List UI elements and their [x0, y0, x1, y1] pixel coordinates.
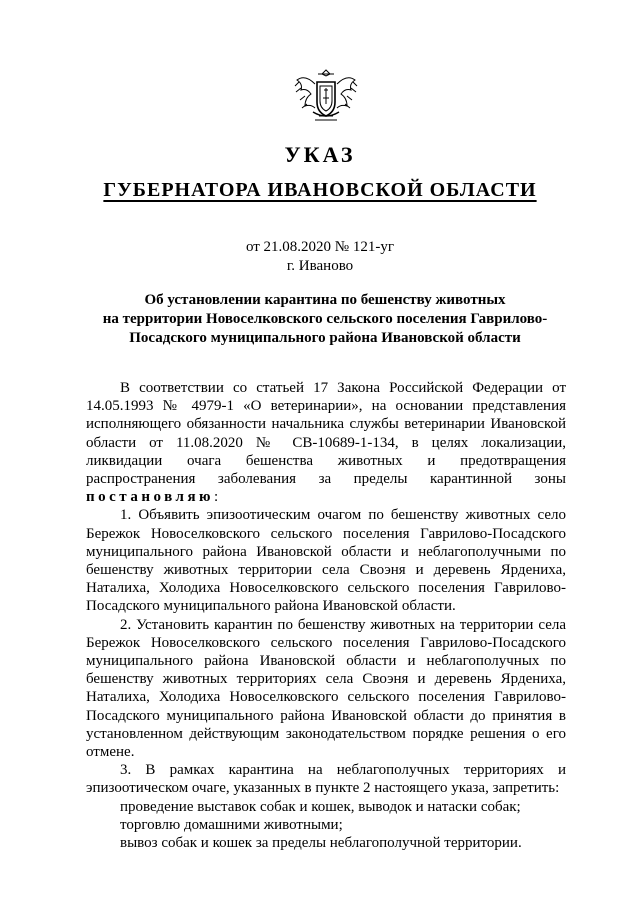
item-3-paragraph: 3. В рамках карантина на неблагополучных территориях и эпизоотическом очаге, указанных в пункте 2 настоящего указа, запретить: [86, 762, 566, 797]
decree-colon: : [214, 489, 219, 506]
document-title: УКАЗ [284, 142, 356, 167]
coat-of-arms-emblem [291, 64, 361, 124]
city: г. Иваново [286, 258, 354, 274]
item-1-paragraph: 1. Объявить эпизоотическим очагом по бешенству животных село Бережок Новоселковского сельского поселения Гаврилово-Посадского муниципального района Ивановской области и неблагополучными по бешенству животных территории села Своэня и деревень Ярдениха, Наталиха, Холодиха Новоселковского сельского поселения Гаврилово-Посадского муниципального района Ивановской области. [86, 507, 566, 615]
decree-word: постановляю [86, 489, 215, 506]
preamble-text: В соответствии со статьей 17 Закона Российской Федерации от 14.05.1993 № 4979-1 «О ветеринарии», на основании представления исполняющего обязанности начальника службы ветеринарии Ивановской области от 11.08.2020 № СВ-10689-1-134, в целях локализации, ликвидации очага бешенства животных и предотвращения распространения заболевания за пределы карантинной зоны [86, 380, 566, 488]
item-2-paragraph: 2. Установить карантин по бешенству животных на территории села Бережок Новоселковского сельского поселения Гаврилово-Посадского муниципального района Ивановской области и неблагополучных по бешенству животных территориях села Своэня и деревень Ярдениха, Наталиха, Холодиха Новоселковского сельского поселения Гаврилово-Посадского муниципального района Ивановской области до принятия в установленном действующим законодательством порядке решения о его отмене. [86, 616, 566, 761]
document-heading [90, 291, 560, 348]
item-3-ban-exhibitions: проведение выставок собак и кошек, выводок и натаски собак; [120, 798, 521, 815]
item-3-ban-export: вывоз собак и кошек за пределы неблагополучной территории. [120, 835, 522, 852]
document-dateline [0, 238, 640, 276]
heading-line-3: Посадского муниципального района Ивановской области [129, 330, 521, 346]
item-3-ban-trade: торговлю домашними животными; [120, 816, 343, 833]
date-number: от 21.08.2020 № 121-уг [245, 239, 395, 255]
heading-line-1: Об установлении карантина по бешенству животных [144, 292, 506, 308]
document-body [86, 379, 566, 852]
heading-line-2: на территории Новоселковского сельского поселения Гаврилово- [102, 311, 548, 327]
preamble-paragraph [86, 379, 566, 506]
document-issuer: ГУБЕРНАТОРА ИВАНОВСКОЙ ОБЛАСТИ [103, 179, 537, 201]
